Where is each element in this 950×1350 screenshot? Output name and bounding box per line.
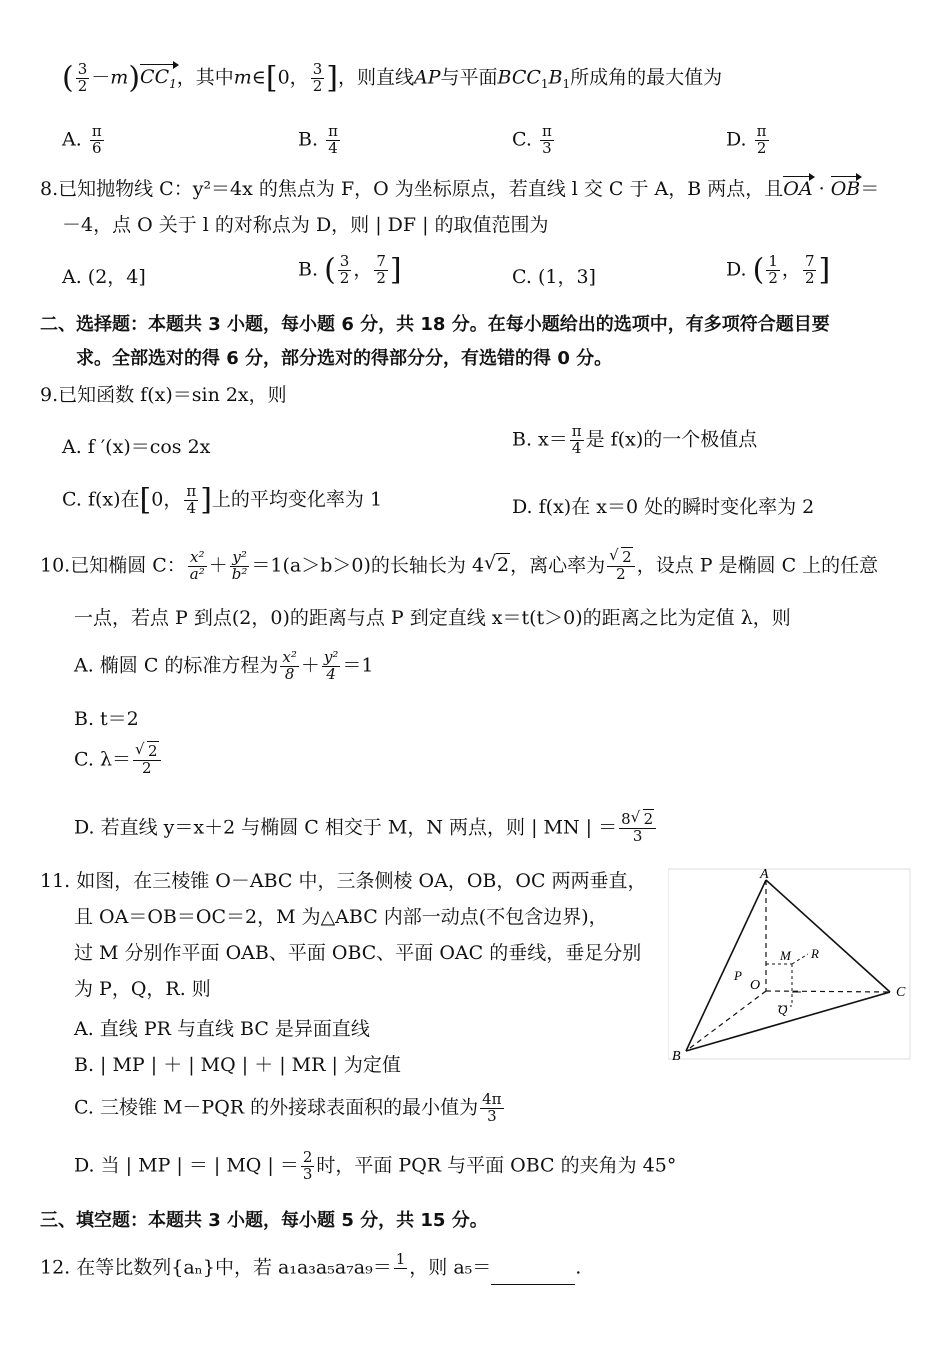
q11-stem-line4: 为 P，Q，R. 则 xyxy=(74,978,211,1000)
q7-frac-interval: $\frac{3}{2}$ xyxy=(312,60,323,95)
q12-answer-blank[interactable] xyxy=(491,1266,575,1285)
q11-stem-line1: 11. 如图，在三棱锥 O－ABC 中，三条侧棱 OA，OB，OC 两两垂直， xyxy=(40,870,647,892)
q10-option-b[interactable]: B. t＝2 xyxy=(74,708,139,730)
q8-stem-line2: －4，点 O 关于 l 的对称点为 D，则 | DF | 的取值范围为 xyxy=(62,214,549,236)
line-mr xyxy=(792,954,808,964)
section-2-heading-line2: 求。全部选对的得 6 分，部分选对的得部分分，有选错的得 0 分。 xyxy=(76,348,613,369)
section-2-heading-line1: 二、选择题：本题共 3 小题，每小题 6 分，共 18 分。在每小题给出的选项中，有多项符合题目要 xyxy=(40,314,830,335)
q9-option-d[interactable]: D. f(x)在 x＝0 处的瞬时变化率为 2 xyxy=(512,496,815,518)
q8-option-d[interactable]: D. ( $\frac{1}{2}$ ， $\frac{7}{2}$ ] xyxy=(726,252,831,288)
edge-ab xyxy=(686,880,766,1051)
q11-option-a[interactable]: A. 直线 PR 与直线 BC 是异面直线 xyxy=(74,1018,370,1040)
label-q: Q xyxy=(778,1002,788,1017)
label-o: O xyxy=(750,978,761,993)
edge-ob xyxy=(686,991,766,1051)
q11-tetrahedron-figure xyxy=(668,868,913,1063)
q11-stem-line3: 过 M 分别作平面 OAB、平面 OBC、平面 OAC 的垂线，垂足分别 xyxy=(74,942,642,964)
q11-option-d[interactable]: D. 当 | MP | ＝ | MQ | ＝ $\frac{2}{3}$ 时，平面 PQR 与平面 OBC 的夹角为 45° xyxy=(74,1148,677,1183)
q7-frac-3-2: $\frac{3}{2}$ xyxy=(77,60,88,95)
q10-option-d[interactable]: D. 若直线 y＝x＋2 与椭圆 C 相交于 M，N 两点，则 | MN | ＝ $\frac{8√ 2}{3}$ xyxy=(74,812,658,845)
q12-stem: 12. 在等比数列{aₙ}中，若 a₁a₃a₅a₇a₉＝ 1 ，则 a₅＝ . xyxy=(40,1252,581,1285)
q8-option-b[interactable]: B. ( $\frac{3}{2}$ ， $\frac{7}{2}$ ] xyxy=(298,252,402,288)
vector-ob: OB xyxy=(830,178,861,200)
q10-option-c[interactable]: C. λ＝ √ $\frac{2}{2}$ xyxy=(74,744,163,777)
label-m: M xyxy=(780,948,791,963)
section-3-heading: 三、填空题：本题共 3 小题，每小题 5 分，共 15 分。 xyxy=(40,1210,488,1231)
vector-oa: OA xyxy=(783,178,813,200)
q11-option-c[interactable]: C. 三棱锥 M－PQR 的外接球表面积的最小值为 $\frac{4\pi}{3}$ xyxy=(74,1090,502,1125)
q11-option-b[interactable]: B. | MP | ＋ | MQ | ＋ | MR | 为定值 xyxy=(74,1054,401,1076)
q7-option-c[interactable]: C. $\frac{\pi}{3}$ xyxy=(512,122,552,157)
q9-option-b[interactable]: B. x＝ $\frac{\pi}{4}$ 是 f(x)的一个极值点 xyxy=(512,422,758,457)
label-p: P xyxy=(734,968,742,983)
q10-stem-line1: 10.已知椭圆 C： $\frac{\text{x²}}{\text{a²}}$ ＋ $\frac{\text{y²}}{\text{b²}}$ ＝1(a＞b＞0)的长轴长为 4√ 2，离心率为 √ $\frac{2}{2}$ ，设点 P 是椭圆 C 上的任意 xyxy=(40,550,878,583)
q9-option-a[interactable]: A. f ′(x)＝cos 2x xyxy=(62,436,211,458)
q7-option-a[interactable]: A. $\frac{\pi}{6}$ xyxy=(62,122,102,157)
label-a: A xyxy=(760,868,769,882)
edge-bc xyxy=(686,992,890,1051)
q8-option-a[interactable]: A. (2，4] xyxy=(62,266,146,288)
q7-continuation: ( $\frac{3}{2}$ $-m)CC_1$，其中m∈[0， $\frac{3}{2}$ ]，则直线AP与平面$BCC_1B_1$所成角的最大值为 xyxy=(62,60,723,96)
label-b: B xyxy=(672,1049,681,1063)
q8-stem-line1: 8.已知抛物线 C：y²＝4x 的焦点为 F，O 为坐标原点，若直线 l 交 C 于 A，B 两点，且OA · OB＝ xyxy=(40,178,880,200)
edge-ac xyxy=(766,880,890,992)
edge-oc xyxy=(766,991,890,992)
label-r: R xyxy=(811,946,819,961)
q8-option-c[interactable]: C. (1，3] xyxy=(512,266,596,288)
q7-option-b[interactable]: B. $\frac{\pi}{4}$ xyxy=(298,122,338,157)
vector-cc1: $CC_1$ xyxy=(140,66,177,92)
q10-stem-line2: 一点，若点 P 到点(2，0)的距离与点 P 到定直线 x＝t(t＞0)的距离之比为定值 λ，则 xyxy=(74,607,791,629)
q9-option-c[interactable]: C. f(x)在[0， $\frac{\pi}{4}$ ]上的平均变化率为 1 xyxy=(62,482,383,518)
q10-option-a[interactable]: A. 椭圆 C 的标准方程为 $\frac{\text{x²}}{8}$ ＋ $\frac{\text{y²}}{4}$ ＝1 xyxy=(74,648,374,683)
label-c: C xyxy=(896,985,906,1000)
q7-option-d[interactable]: D. $\frac{\pi}{2}$ xyxy=(726,122,767,157)
q11-stem-line2: 且 OA＝OB＝OC＝2，M 为△ABC 内部一动点(不包含边界)， xyxy=(74,906,608,928)
q9-stem: 9.已知函数 f(x)＝sin 2x，则 xyxy=(40,384,287,406)
